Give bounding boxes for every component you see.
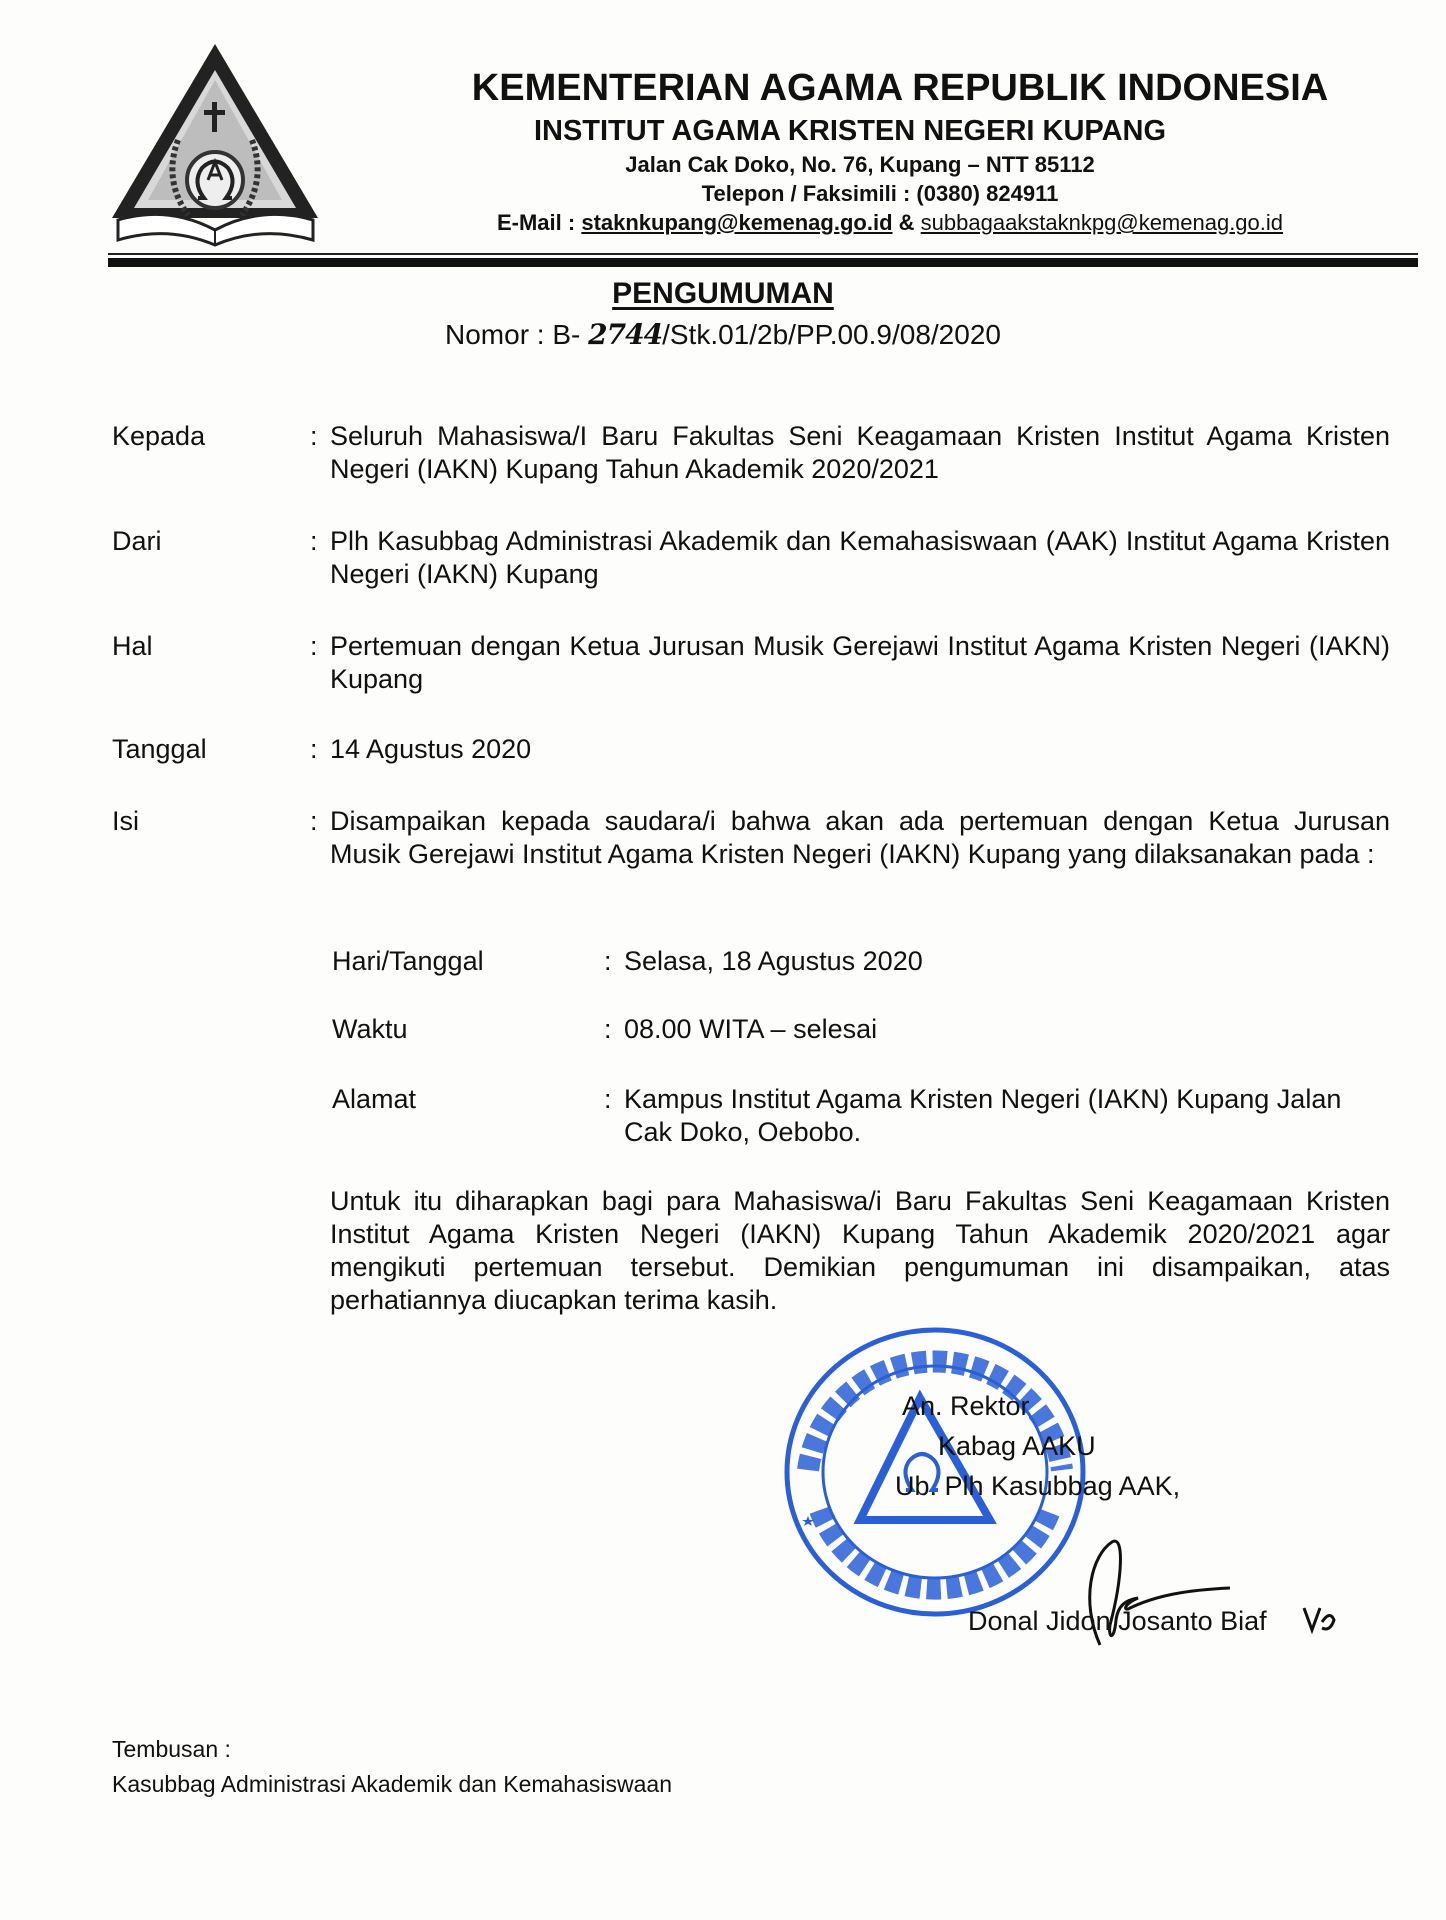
detail-colon: : xyxy=(604,1084,612,1114)
email-link-2[interactable]: subbagaakstaknkpg@kemenag.go.id xyxy=(920,210,1284,235)
institute-logo xyxy=(108,40,323,250)
signature-line-3: Ub. Plh Kasubbag AAK, xyxy=(895,1471,1181,1501)
number-suffix: /Stk.01/2b/PP.00.9/08/2020 xyxy=(662,319,1001,350)
signature-line-1: An. Rektor xyxy=(902,1391,1030,1421)
detail-value-alamat: Kampus Institut Agama Kristen Negeri (IAKN) Kupang Jalan Cak Doko, Oebobo. xyxy=(624,1084,1342,1147)
field-value-isi: Disampaikan kepada saudara/i bahwa akan ada pertemuan dengan Ketua Jurusan Musik Gerejawi Institut Agama Kristen Negeri (IAKN) Kupang yang dilaksanakan pada : xyxy=(330,806,1390,869)
field-label-isi: Isi xyxy=(112,806,139,836)
field-colon: : xyxy=(310,526,318,556)
detail-value-hari-tanggal: Selasa, 18 Agustus 2020 xyxy=(624,946,923,976)
email-label: E-Mail : xyxy=(496,210,576,235)
field-value-tanggal: 14 Agustus 2020 xyxy=(330,734,532,764)
institute-name: INSTITUT AGAMA KRISTEN NEGERI KUPANG xyxy=(533,115,1167,147)
initials-mark-icon xyxy=(1300,1602,1340,1636)
signatory-name: Donal Jidon Josanto Biaf xyxy=(968,1606,1267,1636)
letterhead-divider-thin xyxy=(108,253,1418,255)
field-value-hal: Pertemuan dengan Ketua Jurusan Musik Gerejawi Institut Agama Kristen Negeri (IAKN) Kupang xyxy=(330,631,1390,694)
field-colon: : xyxy=(310,631,318,661)
document-title: PENGUMUMAN xyxy=(612,277,834,310)
field-colon: : xyxy=(310,421,318,451)
number-prefix: Nomor : B- xyxy=(445,319,581,350)
tembusan-item: Kasubbag Administrasi Akademik dan Kemahasiswaan xyxy=(112,1771,672,1797)
document-number xyxy=(0,318,1446,352)
field-value-dari: Plh Kasubbag Administrasi Akademik dan Kemahasiswaan (AAK) Institut Agama Kristen Negeri (IAKN) Kupang xyxy=(330,526,1390,589)
handwritten-number: 2744 xyxy=(588,318,663,351)
detail-label-waktu: Waktu xyxy=(332,1014,408,1044)
detail-value-waktu: 08.00 WITA – selesai xyxy=(624,1014,878,1044)
institute-email-line xyxy=(380,210,1400,236)
email-link-1[interactable]: staknkupang@kemenag.go.id xyxy=(581,210,893,235)
detail-colon: : xyxy=(604,1014,612,1044)
detail-colon: : xyxy=(604,946,612,976)
field-value-kepada: Seluruh Mahasiswa/I Baru Fakultas Seni Keagamaan Kristen Institut Agama Kristen Negeri (IAKN) Kupang Tahun Akademik 2020/2021 xyxy=(330,421,1390,484)
field-label-tanggal: Tanggal xyxy=(112,734,207,764)
institute-phone: Telepon / Faksimili : (0380) 824911 xyxy=(701,181,1059,206)
field-label-hal: Hal xyxy=(112,631,153,661)
detail-label-alamat: Alamat xyxy=(332,1084,417,1114)
email-separator: & xyxy=(898,210,915,235)
signature-line-2: Kabag AAKU xyxy=(938,1431,1096,1461)
field-label-dari: Dari xyxy=(112,526,162,556)
closing-paragraph: Untuk itu diharapkan bagi para Mahasiswa/i Baru Fakultas Seni Keagamaan Kristen Institut Agama Kristen Negeri (IAKN) Kupang Tahun Akademik 2020/2021 agar mengikuti pertemuan tersebut. Demikian pengumuman ini disampaikan, atas perhatiannya diucapkan terima kasih. xyxy=(330,1186,1390,1315)
detail-label-hari-tanggal: Hari/Tanggal xyxy=(332,946,484,976)
field-label-kepada: Kepada xyxy=(112,421,206,451)
institute-address: Jalan Cak Doko, No. 76, Kupang – NTT 85112 xyxy=(625,152,1095,177)
tembusan-label: Tembusan : xyxy=(112,1736,231,1762)
field-colon: : xyxy=(310,806,318,836)
letterhead-divider-thick xyxy=(108,258,1418,267)
field-colon: : xyxy=(310,734,318,764)
ministry-name: KEMENTERIAN AGAMA REPUBLIK INDONESIA xyxy=(471,67,1329,109)
